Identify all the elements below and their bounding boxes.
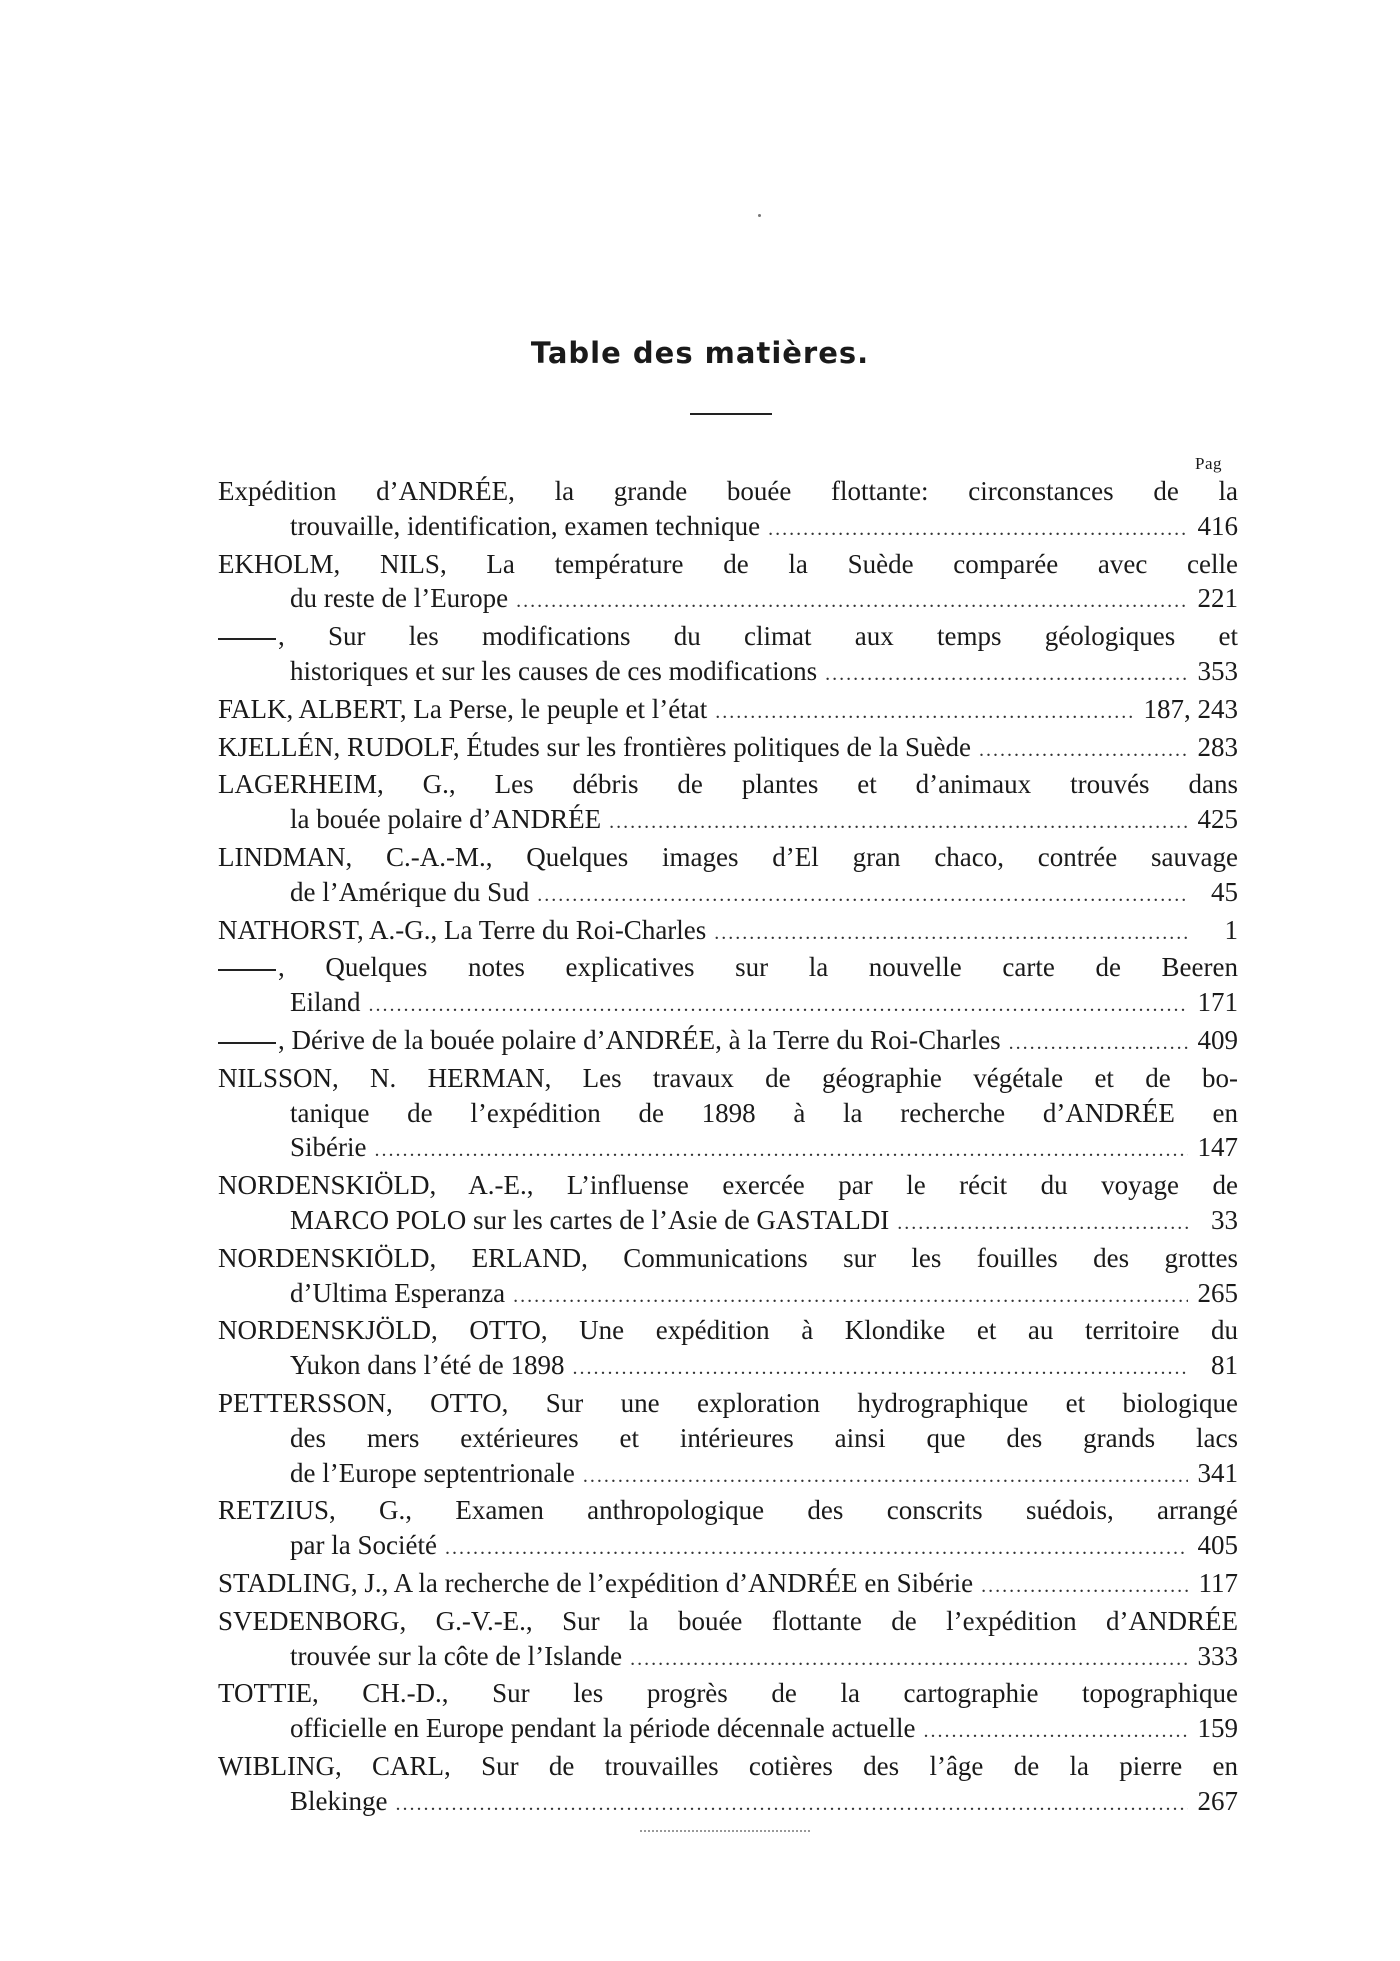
toc-entry — [218, 840, 1238, 913]
toc-entry-text: NILSSON, N. HERMAN, Les travaux de géographie végétale et de bo- — [218, 1062, 1238, 1093]
ditto-dash — [218, 969, 276, 971]
dot-leader — [516, 584, 1188, 619]
page-number: 425 — [1197, 804, 1238, 835]
toc-entry-text: d’Ultima Esperanza — [290, 1277, 506, 1308]
dot-leader — [1009, 1026, 1188, 1061]
toc-entry-text: LAGERHEIM, G., Les débris de plantes et d’animaux trouvés dans — [218, 769, 1238, 800]
toc-entry — [218, 1241, 1238, 1314]
page-number: 409 — [1197, 1024, 1238, 1055]
page-number: 221 — [1197, 583, 1238, 614]
dot-leader — [825, 657, 1188, 692]
toc-entry-text: NORDENSKIÖLD, A.-E., L’influense exercée par le récit du voyage de — [218, 1170, 1238, 1201]
toc-entry-text: KJELLÉN, RUDOLF, Études sur les frontières politiques de la Suède — [218, 731, 971, 762]
toc-entry-text: Yukon dans l’été de 1898 — [290, 1350, 565, 1381]
toc-entry — [218, 1749, 1238, 1822]
toc-entry-text: la bouée polaire d’ANDRÉE — [290, 804, 602, 835]
page-number: 416 — [1197, 510, 1238, 541]
toc-entry-text: NATHORST, A.-G., La Terre du Roi-Charles — [218, 914, 707, 945]
dot-leader — [537, 878, 1188, 913]
dot-leader — [374, 1133, 1188, 1168]
toc-entry-text: , Sur les modifications du climat aux temps géologiques et — [278, 621, 1238, 652]
toc-entry — [218, 767, 1238, 840]
toc-entry — [218, 1061, 1238, 1168]
dot-leader — [714, 916, 1188, 951]
page-number: 265 — [1197, 1277, 1238, 1308]
toc-entry-text: MARCO POLO sur les cartes de l’Asie de GASTALDI — [290, 1204, 890, 1235]
toc-entry-text: , Dérive de la bouée polaire d’ANDRÉE, à la Terre du Roi-Charles — [278, 1024, 1001, 1055]
dot-leader — [897, 1206, 1188, 1241]
page-number: 81 — [1211, 1350, 1238, 1381]
toc-entry-text: de l’Europe septentrionale — [290, 1457, 575, 1488]
dot-leader — [979, 733, 1188, 768]
dot-leader — [395, 1787, 1188, 1822]
toc-entry — [218, 1676, 1238, 1749]
toc-entry-text: PETTERSSON, OTTO, Sur une exploration hydrographique et biologique — [218, 1387, 1238, 1418]
dot-leader — [768, 512, 1188, 547]
toc-entry-text: Blekinge — [290, 1785, 388, 1816]
page-number: 333 — [1197, 1640, 1238, 1671]
dot-leader — [715, 695, 1135, 730]
page-number: 405 — [1197, 1530, 1238, 1561]
dot-leader — [609, 805, 1188, 840]
toc-entry-text: SVEDENBORG, G.-V.-E., Sur la bouée flottante de l’expédition d’ANDRÉE — [218, 1605, 1238, 1636]
dot-leader — [513, 1279, 1188, 1314]
toc-entry-text: STADLING, J., A la recherche de l’expédition d’ANDRÉE en Sibérie — [218, 1567, 974, 1598]
page-title: Table des matières. — [530, 336, 870, 370]
page-number: 171 — [1197, 987, 1238, 1018]
toc-entry-text: des mers extérieures et intérieures ainsi que des grands lacs — [290, 1422, 1238, 1453]
toc-entry-text: du reste de l’Europe — [290, 583, 509, 614]
toc-entry-text: de l’Amérique du Sud — [290, 876, 530, 907]
toc-entry-text: RETZIUS, G., Examen anthropologique des conscrits suédois, arrangé — [218, 1495, 1238, 1526]
dot-leader — [368, 988, 1188, 1023]
toc-entry-line — [218, 1023, 1001, 1058]
toc-entry-text: FALK, ALBERT, La Perse, le peuple et l’état — [218, 693, 708, 724]
toc-entry — [218, 1604, 1238, 1677]
toc-entry-text: trouvée sur la côte de l’Islande — [290, 1640, 623, 1671]
toc-entry — [218, 692, 1238, 730]
page-number: 147 — [1197, 1132, 1238, 1163]
page-number: 283 — [1197, 731, 1238, 762]
toc-entry-text: Sibérie — [290, 1132, 367, 1163]
toc-entry-text: NORDENSKIÖLD, ERLAND, Communications sur les fouilles des grottes — [218, 1242, 1238, 1273]
toc-entry-text: EKHOLM, NILS, La température de la Suède comparée avec celle — [218, 548, 1238, 579]
table-of-contents — [218, 474, 1238, 1821]
toc-entry — [218, 1023, 1238, 1061]
dot-leader — [445, 1531, 1188, 1566]
page-number: 1 — [1224, 914, 1238, 945]
dot-leader — [630, 1642, 1188, 1677]
dot-leader — [583, 1459, 1188, 1494]
toc-entry — [218, 474, 1238, 547]
page-number: 159 — [1197, 1713, 1238, 1744]
page-number: 341 — [1197, 1457, 1238, 1488]
toc-entry-text: officielle en Europe pendant la période décennale actuelle — [290, 1713, 916, 1744]
toc-entry — [218, 1566, 1238, 1604]
dot-leader — [572, 1351, 1188, 1386]
page-number: 45 — [1211, 876, 1238, 907]
toc-entry-text: WIBLING, CARL, Sur de trouvailles cotières des l’âge de la pierre en — [218, 1750, 1238, 1781]
toc-entry-text: par la Société — [290, 1530, 437, 1561]
ink-speck — [758, 214, 761, 217]
toc-entry — [218, 1313, 1238, 1386]
title-rule — [690, 413, 772, 415]
page-number: 267 — [1197, 1785, 1238, 1816]
toc-entry-text: Eiland — [290, 987, 361, 1018]
toc-entry — [218, 913, 1238, 951]
toc-entry — [218, 730, 1238, 768]
toc-entry — [218, 619, 1238, 692]
page-number: 33 — [1211, 1204, 1238, 1235]
page-number: 353 — [1197, 655, 1238, 686]
page-number: 187, 243 — [1143, 693, 1238, 724]
toc-entry-text: Expédition d’ANDRÉE, la grande bouée flottante: circonstances de la — [218, 476, 1238, 506]
dot-leader — [923, 1714, 1188, 1749]
toc-entry-text: historiques et sur les causes de ces modifications — [290, 655, 818, 686]
ditto-dash — [218, 638, 276, 640]
ditto-dash — [218, 1042, 276, 1044]
toc-entry-text: NORDENSKJÖLD, OTTO, Une expédition à Klondike et au territoire du — [218, 1315, 1238, 1346]
toc-entry-text: , Quelques notes explicatives sur la nouvelle carte de Beeren — [278, 952, 1238, 983]
toc-entry-line — [218, 619, 1238, 654]
toc-entry — [218, 547, 1238, 620]
toc-entry — [218, 1168, 1238, 1241]
dot-leader — [981, 1569, 1188, 1604]
toc-entry-line — [218, 950, 1238, 985]
toc-entry — [218, 1493, 1238, 1566]
page-column-label: Pag — [1195, 454, 1222, 473]
footer-ornament — [640, 1830, 810, 1832]
toc-entry — [218, 1386, 1238, 1493]
page-number: 117 — [1198, 1567, 1238, 1598]
toc-entry-text: LINDMAN, C.-A.-M., Quelques images d’El gran chaco, contrée sauvage — [218, 841, 1238, 872]
toc-entry-text: trouvaille, identification, examen technique — [290, 510, 761, 541]
toc-entry-text: tanique de l’expédition de 1898 à la recherche d’ANDRÉE en — [290, 1097, 1238, 1128]
toc-entry-text: TOTTIE, CH.-D., Sur les progrès de la cartographie topographique — [218, 1678, 1238, 1709]
toc-entry — [218, 950, 1238, 1023]
